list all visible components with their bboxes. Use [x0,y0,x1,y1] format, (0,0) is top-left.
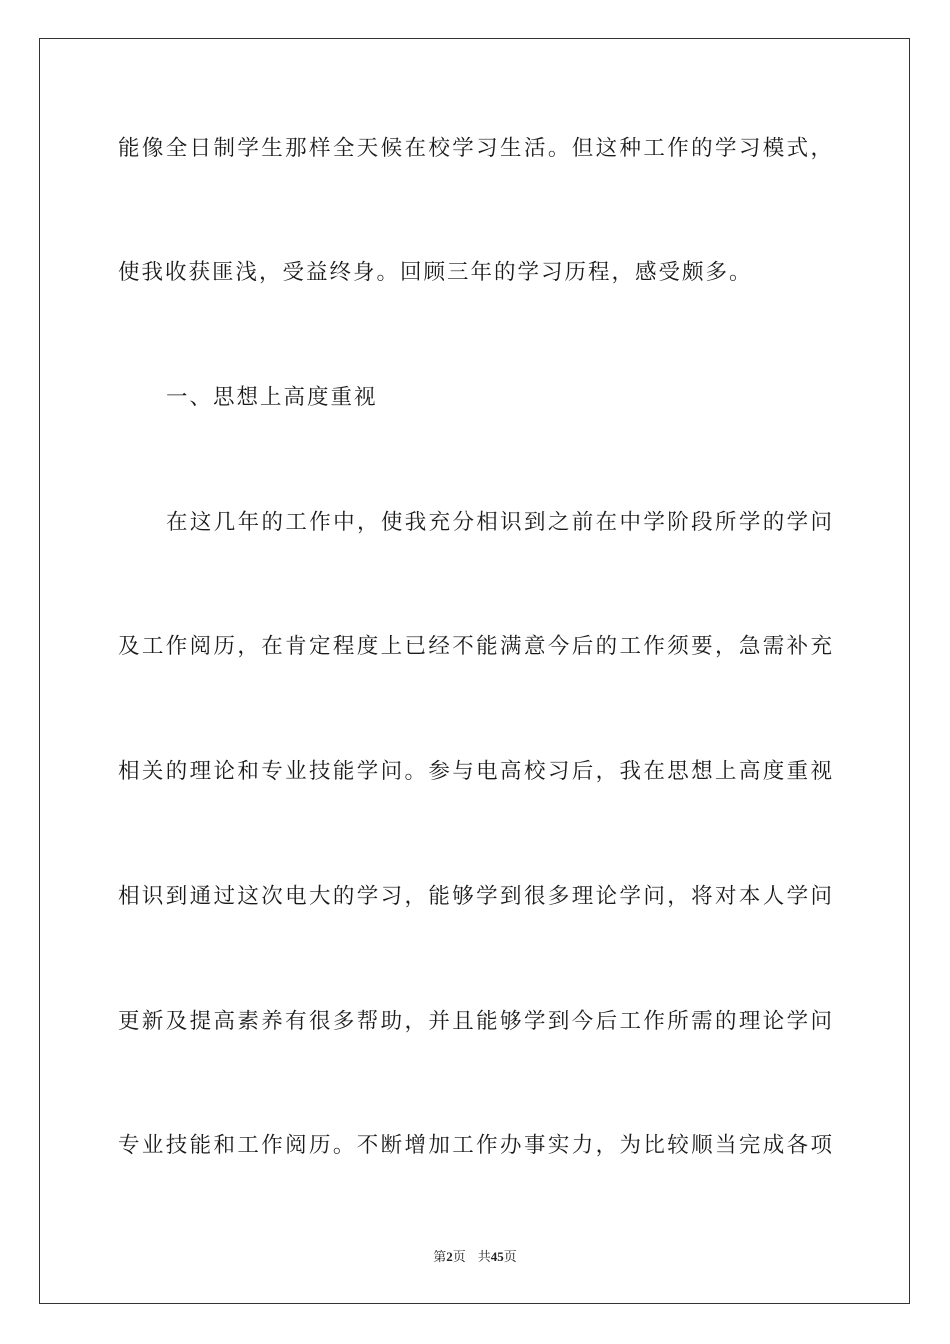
total-pages: 45 [490,1249,504,1264]
body-text-line-6: 相关的理论和专业技能学问。参与电高校习后，我在思想上高度重视 [118,759,834,784]
total-suffix: 页 [503,1250,517,1265]
section-heading: 一、思想上高度重视 [166,385,378,410]
page-suffix: 页 [452,1250,466,1265]
page-number: 2 [446,1249,453,1264]
body-text-line-1: 能像全日制学生那样全天候在校学习生活。但这种工作的学习模式， [118,136,834,161]
page-border [39,38,910,1304]
page-footer [0,1248,950,1267]
body-text-line-4: 在这几年的工作中，使我充分相识到之前在中学阶段所学的学问 [166,510,834,535]
body-text-line-8: 更新及提高素养有很多帮助，并且能够学到今后工作所需的理论学问 [118,1009,834,1034]
body-text-line-2: 使我收获匪浅，受益终身。回顾三年的学习历程，感受颇多。 [118,260,753,285]
total-prefix: 共 [477,1250,491,1265]
body-text-line-7: 相识到通过这次电大的学习，能够学到很多理论学问，将对本人学问 [118,884,834,909]
page-prefix: 第 [433,1250,447,1265]
body-text-line-9: 专业技能和工作阅历。不断增加工作办事实力，为比较顺当完成各项 [118,1133,834,1158]
body-text-line-5: 及工作阅历，在肯定程度上已经不能满意今后的工作须要，急需补充 [118,634,834,659]
